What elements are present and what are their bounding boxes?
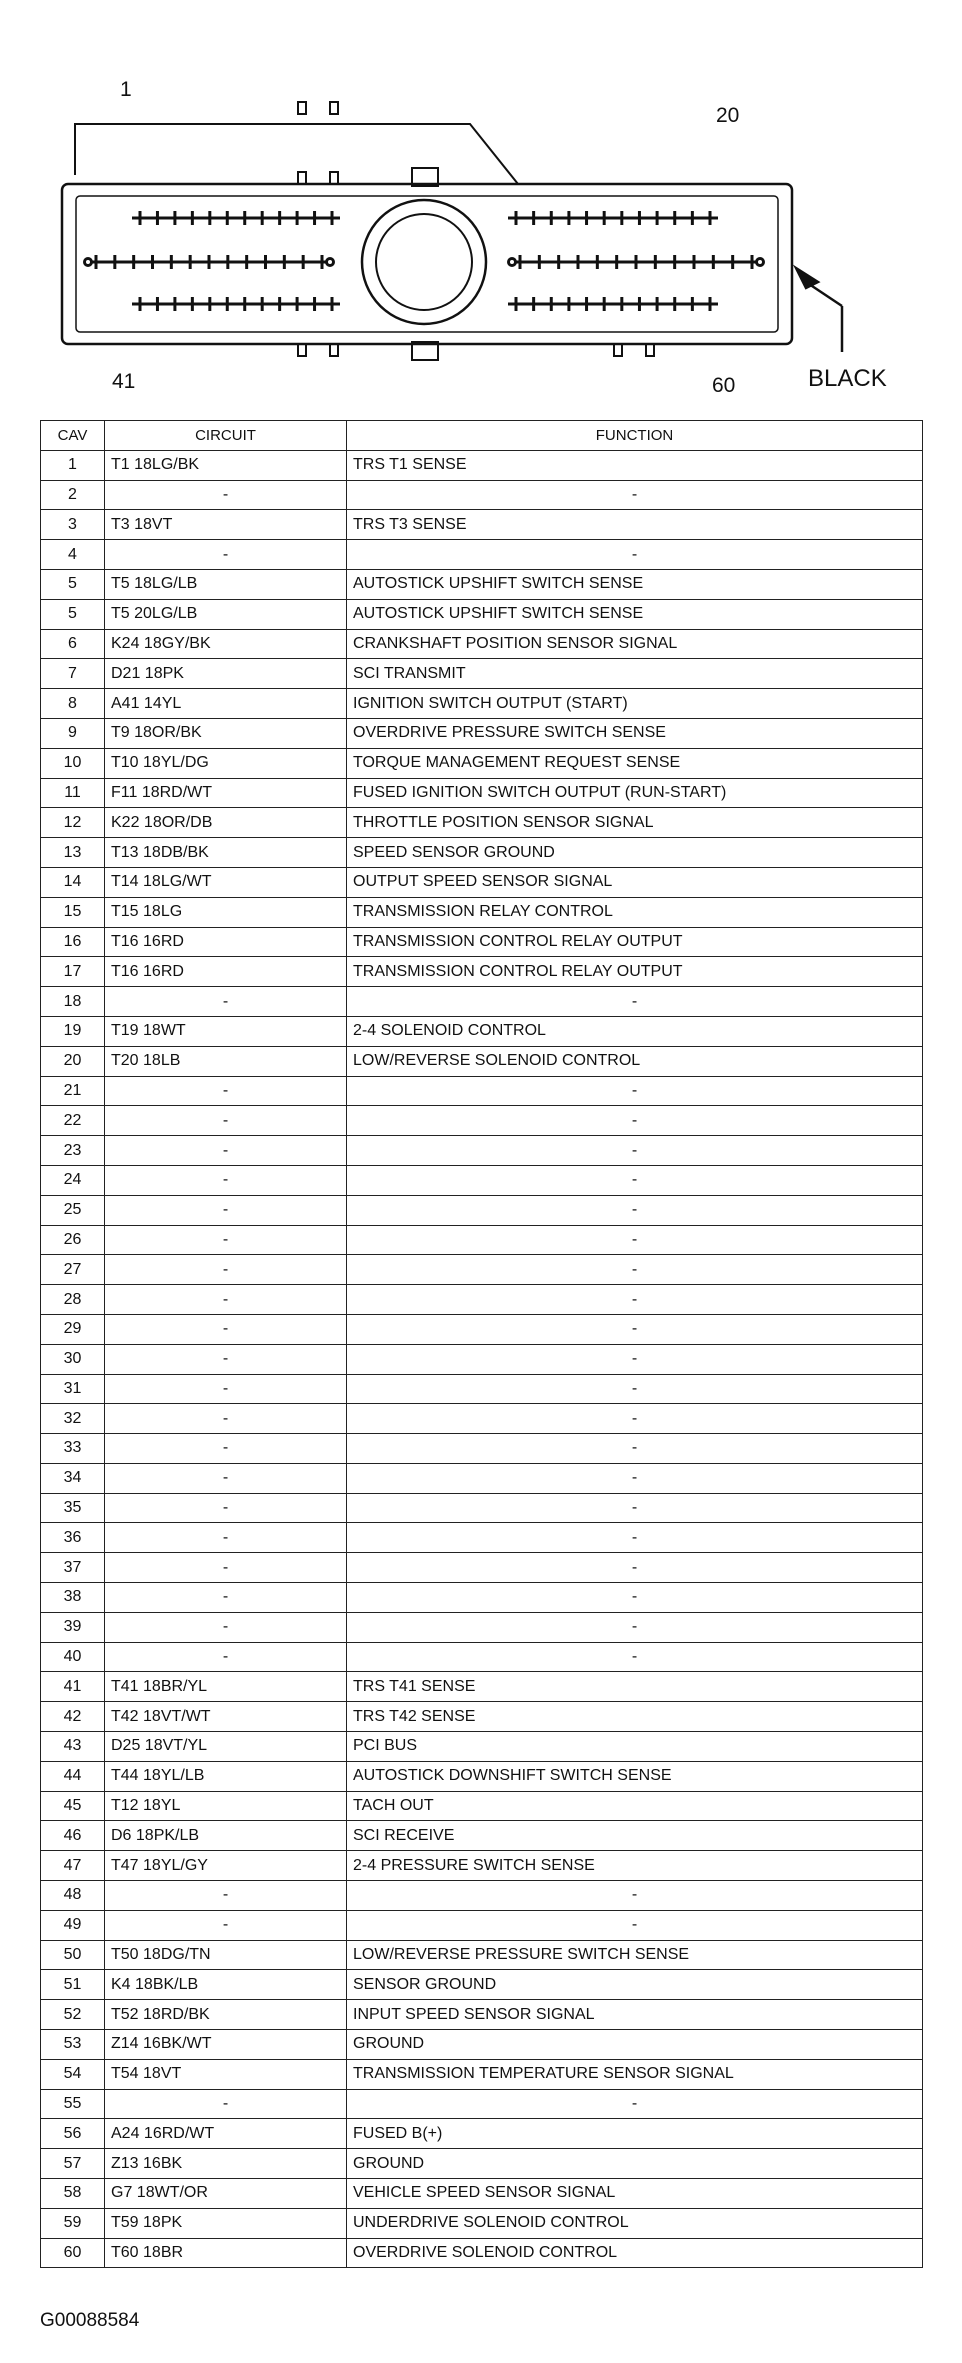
function-cell: - [347,1881,923,1911]
cav-cell: 16 [41,927,105,957]
circuit-cell: - [105,1136,347,1166]
cav-cell: 44 [41,1761,105,1791]
circuit-cell: - [105,1910,347,1940]
circuit-cell: T16 16RD [105,927,347,957]
table-row [41,808,923,838]
table-row [41,1583,923,1613]
function-cell: AUTOSTICK UPSHIFT SWITCH SENSE [347,599,923,629]
cav-cell: 21 [41,1076,105,1106]
function-cell: - [347,1523,923,1553]
circuit-cell: T54 18VT [105,2059,347,2089]
cav-cell: 49 [41,1910,105,1940]
table-row [41,838,923,868]
circuit-cell: - [105,1642,347,1672]
top-tabs [298,102,654,360]
circuit-cell: - [105,1314,347,1344]
function-cell: - [347,1136,923,1166]
table-row [41,1970,923,2000]
function-cell: SPEED SENSOR GROUND [347,838,923,868]
connector-color-label: BLACK [808,365,887,392]
table-row [41,2059,923,2089]
function-cell: - [347,1255,923,1285]
table-row [41,1523,923,1553]
function-cell: SENSOR GROUND [347,1970,923,2000]
cav-cell: 28 [41,1285,105,1315]
table-row [41,510,923,540]
cav-cell: 56 [41,2119,105,2149]
cav-cell: 50 [41,1940,105,1970]
table-row [41,1195,923,1225]
circuit-cell: A24 16RD/WT [105,2119,347,2149]
function-cell: - [347,1374,923,1404]
circuit-cell: - [105,1165,347,1195]
table-row [41,778,923,808]
cav-cell: 11 [41,778,105,808]
function-cell: TRS T42 SENSE [347,1702,923,1732]
circuit-cell: - [105,1285,347,1315]
circuit-cell: T41 18BR/YL [105,1672,347,1702]
function-cell: - [347,1344,923,1374]
cav-cell: 17 [41,957,105,987]
circuit-cell: D21 18PK [105,659,347,689]
function-cell: - [347,1553,923,1583]
circuit-cell: T5 20LG/LB [105,599,347,629]
circuit-cell: T19 18WT [105,1016,347,1046]
function-cell: - [347,540,923,570]
table-row [41,2119,923,2149]
circuit-cell: D25 18VT/YL [105,1732,347,1762]
function-cell: OUTPUT SPEED SENSOR SIGNAL [347,867,923,897]
circuit-cell: T20 18LB [105,1046,347,1076]
function-cell: - [347,1225,923,1255]
cav-cell: 7 [41,659,105,689]
function-cell: TRANSMISSION CONTROL RELAY OUTPUT [347,927,923,957]
table-row [41,2238,923,2268]
table-row [41,2000,923,2030]
table-row [41,1106,923,1136]
function-cell: IGNITION SWITCH OUTPUT (START) [347,689,923,719]
circuit-cell: - [105,480,347,510]
table-row [41,689,923,719]
function-cell: - [347,1642,923,1672]
circuit-cell: G7 18WT/OR [105,2179,347,2209]
function-cell: - [347,1583,923,1613]
function-cell: TRS T3 SENSE [347,510,923,540]
function-cell: CRANKSHAFT POSITION SENSOR SIGNAL [347,629,923,659]
table-row [41,718,923,748]
circuit-cell: - [105,1255,347,1285]
circuit-cell: T44 18YL/LB [105,1761,347,1791]
table-row [41,1791,923,1821]
circuit-cell: F11 18RD/WT [105,778,347,808]
cav-cell: 60 [41,2238,105,2268]
pin-label-1: 1 [120,78,132,101]
circuit-cell: K22 18OR/DB [105,808,347,838]
cav-cell: 24 [41,1165,105,1195]
table-row [41,927,923,957]
table-row [41,1136,923,1166]
function-cell: - [347,1076,923,1106]
table-row [41,1940,923,1970]
table-header-row [41,421,923,451]
function-cell: SCI TRANSMIT [347,659,923,689]
function-cell: - [347,1106,923,1136]
table-row [41,1553,923,1583]
table-row [41,1761,923,1791]
cav-cell: 8 [41,689,105,719]
table-row [41,599,923,629]
header-function: FUNCTION [347,421,923,451]
circuit-cell: - [105,1106,347,1136]
connector-diagram [0,0,962,420]
function-cell: PCI BUS [347,1732,923,1762]
cav-cell: 22 [41,1106,105,1136]
function-cell: TACH OUT [347,1791,923,1821]
function-cell: - [347,1910,923,1940]
figure-id: G00088584 [40,2310,140,2331]
circuit-cell: K24 18GY/BK [105,629,347,659]
cav-cell: 12 [41,808,105,838]
cav-cell: 26 [41,1225,105,1255]
circuit-cell: - [105,987,347,1017]
function-cell: UNDERDRIVE SOLENOID CONTROL [347,2208,923,2238]
cav-cell: 53 [41,2030,105,2060]
table-row [41,748,923,778]
circuit-cell: - [105,1404,347,1434]
pin-label-60: 60 [712,374,736,397]
table-row [41,1642,923,1672]
function-cell: - [347,1463,923,1493]
cav-cell: 15 [41,897,105,927]
table-row [41,1404,923,1434]
function-cell: TRS T1 SENSE [347,450,923,480]
cav-cell: 18 [41,987,105,1017]
cav-cell: 9 [41,718,105,748]
cav-cell: 19 [41,1016,105,1046]
table-row [41,1225,923,1255]
function-cell: 2-4 SOLENOID CONTROL [347,1016,923,1046]
cav-cell: 1 [41,450,105,480]
table-row [41,659,923,689]
function-cell: VEHICLE SPEED SENSOR SIGNAL [347,2179,923,2209]
circuit-cell: - [105,1374,347,1404]
circuit-cell: T14 18LG/WT [105,867,347,897]
function-cell: - [347,1612,923,1642]
cav-cell: 55 [41,2089,105,2119]
table-row [41,1016,923,1046]
cav-cell: 59 [41,2208,105,2238]
circuit-cell: - [105,1225,347,1255]
cav-cell: 43 [41,1732,105,1762]
pinout-table [40,420,923,2268]
cav-cell: 14 [41,867,105,897]
cav-cell: 46 [41,1821,105,1851]
circuit-cell: - [105,1195,347,1225]
function-cell: - [347,1165,923,1195]
cav-cell: 45 [41,1791,105,1821]
circuit-cell: T3 18VT [105,510,347,540]
function-cell: INPUT SPEED SENSOR SIGNAL [347,2000,923,2030]
circuit-cell: T13 18DB/BK [105,838,347,868]
cav-cell: 37 [41,1553,105,1583]
circuit-cell: T5 18LG/LB [105,569,347,599]
circuit-cell: - [105,1881,347,1911]
cav-cell: 20 [41,1046,105,1076]
cav-cell: 13 [41,838,105,868]
function-cell: TRANSMISSION TEMPERATURE SENSOR SIGNAL [347,2059,923,2089]
table-row [41,1732,923,1762]
cav-cell: 29 [41,1314,105,1344]
cav-cell: 34 [41,1463,105,1493]
function-cell: AUTOSTICK UPSHIFT SWITCH SENSE [347,569,923,599]
cav-cell: 36 [41,1523,105,1553]
table-row [41,2149,923,2179]
pin1-leader-line [75,124,518,184]
table-row [41,897,923,927]
circuit-cell: - [105,1612,347,1642]
table-row [41,1493,923,1523]
table-row [41,2089,923,2119]
circuit-cell: T9 18OR/BK [105,718,347,748]
function-cell: - [347,987,923,1017]
table-row [41,1314,923,1344]
table-row [41,1881,923,1911]
function-cell: LOW/REVERSE SOLENOID CONTROL [347,1046,923,1076]
table-row [41,1910,923,1940]
circuit-cell: A41 14YL [105,689,347,719]
function-cell: GROUND [347,2030,923,2060]
circuit-cell: - [105,1553,347,1583]
function-cell: FUSED B(+) [347,2119,923,2149]
circuit-cell: T16 16RD [105,957,347,987]
circuit-cell: - [105,1434,347,1464]
function-cell: OVERDRIVE SOLENOID CONTROL [347,2238,923,2268]
circuit-cell: K4 18BK/LB [105,1970,347,2000]
circuit-cell: T50 18DG/TN [105,1940,347,1970]
table-row [41,1612,923,1642]
pin-row-end [509,259,516,266]
table-row [41,2179,923,2209]
cav-cell: 40 [41,1642,105,1672]
table-row [41,987,923,1017]
pin-row-end [327,259,334,266]
circuit-cell: T60 18BR [105,2238,347,2268]
cav-cell: 25 [41,1195,105,1225]
table-row [41,1165,923,1195]
cav-cell: 48 [41,1881,105,1911]
circuit-cell: T12 18YL [105,1791,347,1821]
color-arrow [796,268,842,352]
function-cell: - [347,1404,923,1434]
header-circuit: CIRCUIT [105,421,347,451]
function-cell: TRANSMISSION RELAY CONTROL [347,897,923,927]
circuit-cell: T15 18LG [105,897,347,927]
table-row [41,1374,923,1404]
table-row [41,480,923,510]
circuit-cell: T59 18PK [105,2208,347,2238]
function-cell: AUTOSTICK DOWNSHIFT SWITCH SENSE [347,1761,923,1791]
cav-cell: 2 [41,480,105,510]
cav-cell: 57 [41,2149,105,2179]
cav-cell: 3 [41,510,105,540]
circuit-cell: - [105,1493,347,1523]
circuit-cell: - [105,2089,347,2119]
table-row [41,2208,923,2238]
table-row [41,1821,923,1851]
pin-label-41: 41 [112,370,136,393]
circuit-cell: T52 18RD/BK [105,2000,347,2030]
table-row [41,540,923,570]
table-row [41,1702,923,1732]
cav-cell: 27 [41,1255,105,1285]
cav-cell: 42 [41,1702,105,1732]
circuit-cell: Z13 16BK [105,2149,347,2179]
cav-cell: 58 [41,2179,105,2209]
function-cell: - [347,1314,923,1344]
table-row [41,1046,923,1076]
function-cell: OVERDRIVE PRESSURE SWITCH SENSE [347,718,923,748]
cav-cell: 5 [41,599,105,629]
cav-cell: 39 [41,1612,105,1642]
cav-cell: 47 [41,1851,105,1881]
cav-cell: 41 [41,1672,105,1702]
cav-cell: 51 [41,1970,105,2000]
cav-cell: 54 [41,2059,105,2089]
function-cell: - [347,1493,923,1523]
function-cell: TORQUE MANAGEMENT REQUEST SENSE [347,748,923,778]
function-cell: - [347,2089,923,2119]
cav-cell: 35 [41,1493,105,1523]
table-row [41,450,923,480]
circuit-cell: D6 18PK/LB [105,1821,347,1851]
table-row [41,1851,923,1881]
cav-cell: 4 [41,540,105,570]
pin-rows [85,211,764,311]
cav-cell: 32 [41,1404,105,1434]
cav-cell: 23 [41,1136,105,1166]
table-row [41,1076,923,1106]
table-row [41,1463,923,1493]
pin-row-end [757,259,764,266]
function-cell: 2-4 PRESSURE SWITCH SENSE [347,1851,923,1881]
cav-cell: 33 [41,1434,105,1464]
cav-cell: 38 [41,1583,105,1613]
table-row [41,1285,923,1315]
cav-cell: 10 [41,748,105,778]
function-cell: FUSED IGNITION SWITCH OUTPUT (RUN-START) [347,778,923,808]
cav-cell: 31 [41,1374,105,1404]
table-row [41,1672,923,1702]
table-row [41,957,923,987]
table-row [41,1434,923,1464]
table-row [41,569,923,599]
function-cell: - [347,1195,923,1225]
circuit-cell: - [105,1583,347,1613]
function-cell: - [347,480,923,510]
header-cav: CAV [41,421,105,451]
table-row [41,1344,923,1374]
circuit-cell: - [105,1076,347,1106]
pin-label-20: 20 [716,104,740,127]
circuit-cell: - [105,1523,347,1553]
connector-inner-frame [76,196,778,332]
table-row [41,629,923,659]
connector-center-boss-inner [376,214,472,310]
cav-cell: 52 [41,2000,105,2030]
circuit-cell: T10 18YL/DG [105,748,347,778]
connector-center-boss [362,200,486,324]
function-cell: TRANSMISSION CONTROL RELAY OUTPUT [347,957,923,987]
circuit-cell: T42 18VT/WT [105,1702,347,1732]
cav-cell: 30 [41,1344,105,1374]
function-cell: SCI RECEIVE [347,1821,923,1851]
function-cell: THROTTLE POSITION SENSOR SIGNAL [347,808,923,838]
function-cell: LOW/REVERSE PRESSURE SWITCH SENSE [347,1940,923,1970]
table-row [41,867,923,897]
circuit-cell: - [105,1463,347,1493]
pin-row-end [85,259,92,266]
function-cell: TRS T41 SENSE [347,1672,923,1702]
table-row [41,2030,923,2060]
circuit-cell: T47 18YL/GY [105,1851,347,1881]
function-cell: GROUND [347,2149,923,2179]
circuit-cell: T1 18LG/BK [105,450,347,480]
circuit-cell: Z14 16BK/WT [105,2030,347,2060]
circuit-cell: - [105,540,347,570]
function-cell: - [347,1285,923,1315]
table-row [41,1255,923,1285]
cav-cell: 6 [41,629,105,659]
circuit-cell: - [105,1344,347,1374]
cav-cell: 5 [41,569,105,599]
function-cell: - [347,1434,923,1464]
